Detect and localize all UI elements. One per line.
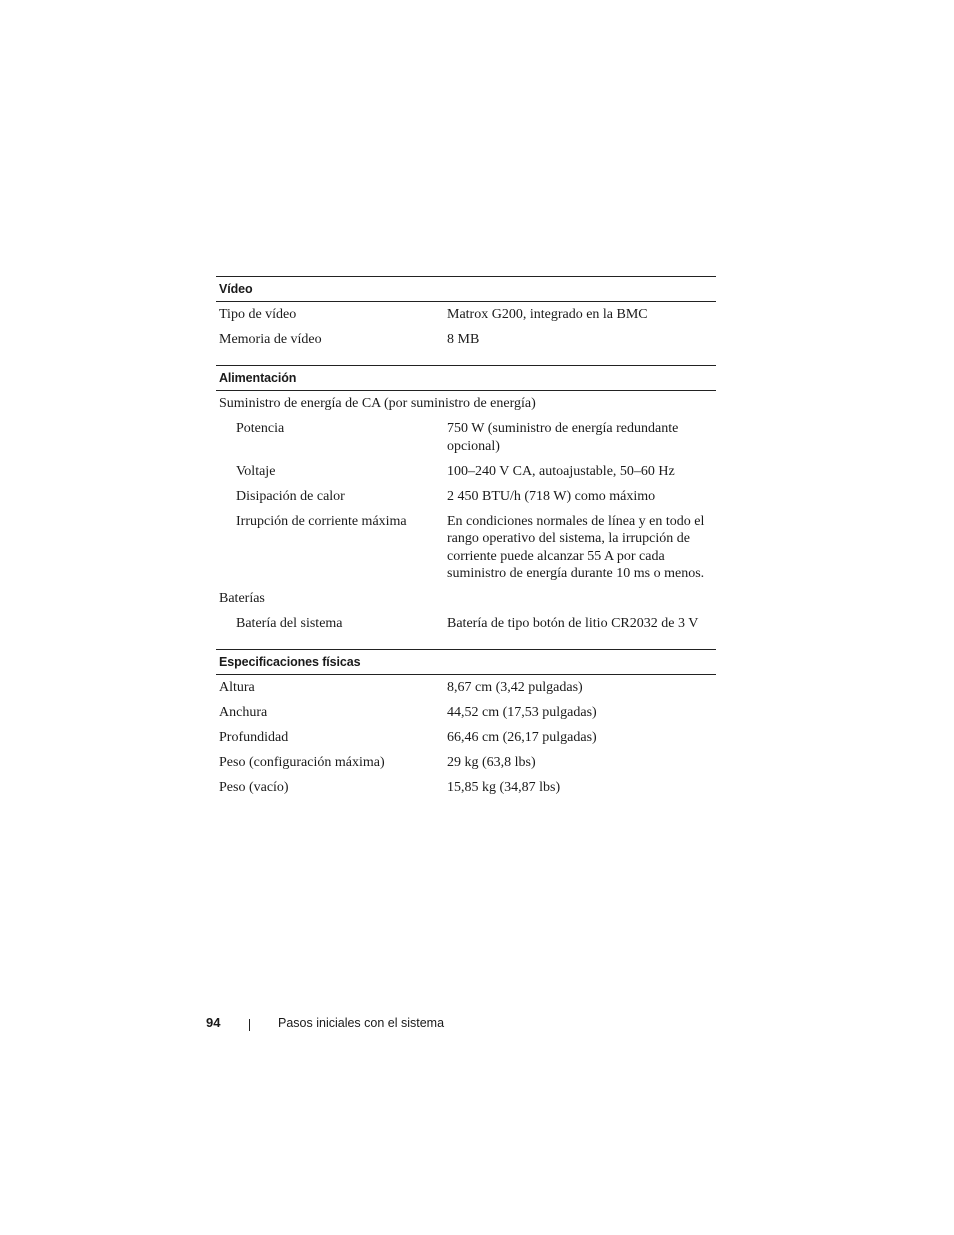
spec-label: Altura bbox=[219, 680, 255, 695]
spec-label: Irrupción de corriente máxima bbox=[236, 513, 407, 529]
spec-value: 8 MB bbox=[447, 332, 480, 347]
spec-table bbox=[216, 276, 716, 801]
spec-row bbox=[216, 303, 716, 328]
spec-label: Profundidad bbox=[219, 730, 289, 745]
spec-label: Peso (configuración máxima) bbox=[219, 755, 385, 770]
page-footer bbox=[206, 1015, 706, 1035]
spec-row bbox=[216, 612, 716, 637]
footer-divider bbox=[249, 1019, 250, 1031]
spec-row bbox=[216, 485, 716, 510]
spec-row bbox=[216, 701, 716, 726]
section-power bbox=[216, 365, 716, 637]
spec-row bbox=[216, 726, 716, 751]
spec-label: Tipo de vídeo bbox=[219, 307, 297, 322]
section-physical bbox=[216, 649, 716, 801]
spec-row bbox=[216, 328, 716, 353]
spec-value: Matrox G200, integrado en la BMC bbox=[447, 307, 648, 322]
spec-label: Anchura bbox=[219, 705, 268, 720]
spec-group-label-row bbox=[216, 392, 716, 417]
spec-row bbox=[216, 751, 716, 776]
section-heading: Especificaciones físicas bbox=[216, 649, 716, 675]
spec-label: Batería del sistema bbox=[236, 616, 343, 631]
spec-value: 8,67 cm (3,42 pulgadas) bbox=[447, 680, 583, 695]
spec-label: Potencia bbox=[236, 421, 285, 436]
spec-row bbox=[216, 460, 716, 485]
spec-value: En condiciones normales de línea y en todo el rango operativo del sistema, la irrupción de corriente puede alcanzar 55 A por cada suministro de energía durante 10 ms o menos. bbox=[447, 513, 705, 581]
spec-row bbox=[216, 417, 716, 460]
spec-value: 100–240 V CA, autoajustable, 50–60 Hz bbox=[447, 463, 675, 479]
spec-row bbox=[216, 776, 716, 801]
spec-value: 44,52 cm (17,53 pulgadas) bbox=[447, 705, 597, 720]
spec-label: Voltaje bbox=[236, 463, 276, 479]
spec-value: 29 kg (63,8 lbs) bbox=[447, 755, 536, 770]
spec-group-label-row bbox=[216, 587, 716, 612]
spec-group-label: Suministro de energía de CA (por suministro de energía) bbox=[219, 396, 536, 411]
page-number: 94 bbox=[206, 1015, 221, 1030]
spec-value: 15,85 kg (34,87 lbs) bbox=[447, 780, 561, 795]
spec-row bbox=[216, 676, 716, 701]
spec-value: Batería de tipo botón de litio CR2032 de 3 V bbox=[447, 616, 699, 631]
section-heading: Vídeo bbox=[216, 276, 716, 302]
footer-title: Pasos iniciales con el sistema bbox=[278, 1016, 445, 1030]
spec-group-label: Baterías bbox=[219, 591, 265, 606]
spec-label: Peso (vacío) bbox=[219, 780, 289, 795]
section-video bbox=[216, 276, 716, 353]
spec-row bbox=[216, 510, 716, 588]
spec-value: 750 W (suministro de energía redundante opcional) bbox=[447, 421, 679, 454]
section-heading: Alimentación bbox=[216, 365, 716, 391]
spec-value: 66,46 cm (26,17 pulgadas) bbox=[447, 730, 597, 745]
spec-label: Disipación de calor bbox=[236, 488, 345, 504]
spec-value: 2 450 BTU/h (718 W) como máximo bbox=[447, 488, 656, 504]
spec-label: Memoria de vídeo bbox=[219, 332, 322, 347]
